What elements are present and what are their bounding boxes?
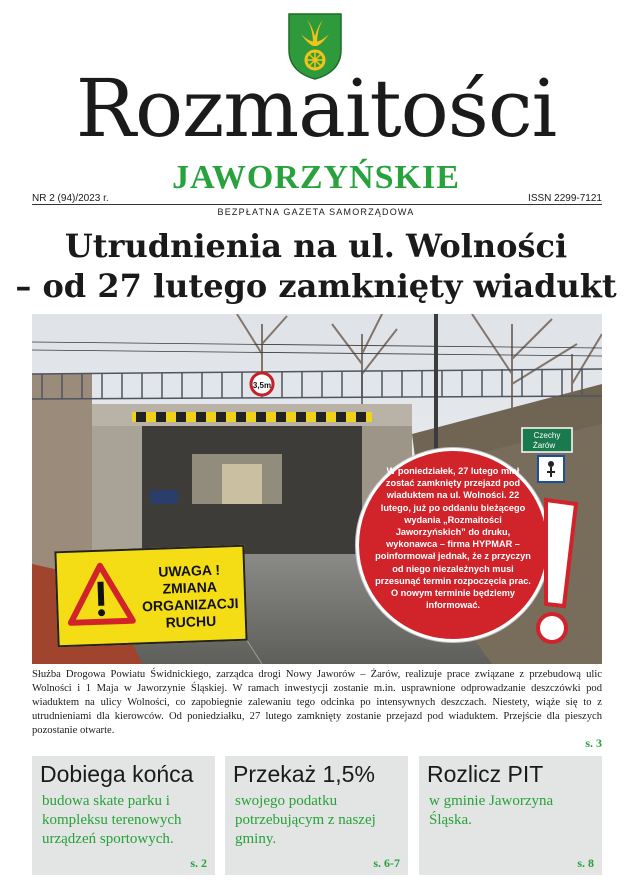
teaser-body: w gminie Jaworzyna Śląska. — [429, 793, 554, 828]
teaser-title: Dobiega końca — [40, 761, 194, 787]
headline-line-1: Utrudnienia na ul. Wolności — [64, 227, 568, 265]
teaser-body: swojego podatku potrzebującym z naszej gminy. — [235, 793, 376, 847]
masthead-rule — [32, 204, 602, 205]
masthead-title: Rozmaitości — [75, 62, 557, 155]
direction-sign-line-1: Czechy — [533, 431, 561, 440]
teaser-skatepark[interactable] — [32, 756, 215, 875]
issn: ISSN 2299-7121 — [528, 193, 602, 204]
warning-sign — [54, 545, 247, 648]
notice-bubble — [356, 448, 550, 642]
teaser-tax-donation[interactable] — [225, 756, 408, 875]
article-lead: Służba Drogowa Powiatu Świdnickiego, zarządca drogi Nowy Jaworów – Żarów, realizuje prace związane z przebudową ulic Wolności i 1 Maja w Jaworzynie Śląskiej. W ramach inwestycji zostanie m.in. usprawnione odprowadzanie deszczówki pod wiaduktem na ulicy Wolności, co zapobiegnie zalewaniu tego odcinka po intensywnych deszczach. Niestety, wiąże się to z utrudnieniami dla kierowców. Od poniedziałku, 27 lutego zamknięty zostanie przejazd pod wiaduktem. Przejście dla pieszych pozostanie otwarte. — [32, 669, 602, 736]
notice-bubble-text: W poniedziałek, 27 lutego miał zostać zamknięty przejazd pod wiaduktem na ul. Wolności. 22 lutego, już po oddaniu bieżącego wydania „Rozmaitości Jaworzyńskich” do druku, wykonawca – firma HYPMAR – poinformował jednak, że z przyczyn od niego niezależnych musi przesunąć termin rozpoczęcia prac. O nowym terminie będziemy informować. — [375, 466, 531, 611]
masthead-tagline: BEZPŁATNA GAZETA SAMORZĄDOWA — [217, 207, 415, 217]
main-headline — [0, 226, 632, 306]
direction-sign-line-2: Żarów — [532, 441, 556, 450]
teaser-page-ref[interactable]: s. 8 — [577, 856, 594, 870]
teaser-page-ref[interactable]: s. 2 — [190, 856, 207, 870]
teaser-title: Przekaż 1,5% — [233, 761, 375, 787]
teaser-pit[interactable] — [419, 756, 602, 875]
warning-sign-text: UWAGA ! ZMIANA ORGANIZACJI RUCHU — [141, 561, 239, 631]
warning-triangle-icon — [65, 561, 137, 627]
height-sign: 3,5m — [252, 381, 272, 390]
teaser-page-ref[interactable]: s. 6-7 — [373, 856, 400, 870]
exclamation-icon — [524, 496, 586, 646]
teaser-body: budowa skate parku i kompleksu terenowych urządzeń sportowych. — [42, 793, 182, 847]
direction-sign — [522, 428, 572, 452]
headline-line-2: – od 27 lutego zamknięty wiadukt — [15, 267, 617, 305]
masthead-subtitle: JAWORZYŃSKIE — [172, 159, 460, 196]
teaser-title: Rozlicz PIT — [427, 761, 544, 787]
issue-number: NR 2 (94)/2023 r. — [32, 193, 109, 204]
article-page-ref[interactable]: s. 3 — [585, 736, 602, 750]
